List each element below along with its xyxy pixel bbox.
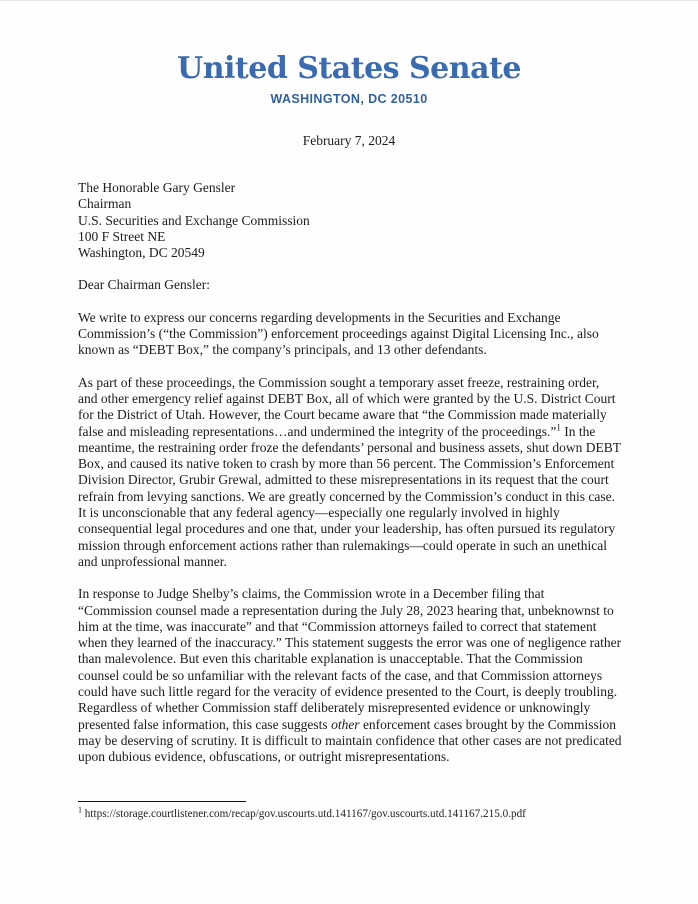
footnote-divider <box>78 801 246 802</box>
letterhead-address: WASHINGTON, DC 20510 <box>270 92 428 106</box>
paragraph-2-text-b: In the meantime, the restraining order froze the defendants’ personal and business assets, shut down DEBT Box, and caused its native token to crash by more than 56 percent. The Commission’s Enforcement Division Director, Grubir Grewal, admitted to these misrepresentations in its request that the court refrain from levying sanctions. We are greatly concerned by the Commission’s conduct in this case. It is unconscionable that any federal agency—especially one regularly involved in highly consequential legal procedures and one that, under your leadership, has often pursued its regulatory mission through enforcement actions rather than rulemakings—could operate in such an unethical and unprofessional manner. <box>78 423 621 569</box>
paragraph-2 <box>78 375 622 571</box>
letterhead-title: United States Senate <box>177 51 521 86</box>
recipient-line-street: 100 F Street NE <box>78 228 166 244</box>
footnote-1-marker: 1 <box>78 805 82 815</box>
recipient-address-block <box>78 180 622 261</box>
recipient-line-title: Chairman <box>78 196 132 212</box>
recipient-line-city: Washington, DC 20549 <box>78 245 205 261</box>
paragraph-2-text-a: As part of these proceedings, the Commission sought a temporary asset freeze, restraining order, and other emergency relief against DEBT Box, all of which were granted by the U.S. District Court for the District of Utah. However, the Court became aware that “the Commission made materially false and misleading representations…and undermined the integrity of the proceedings.” <box>78 374 616 439</box>
letter-body <box>78 180 622 766</box>
salutation: Dear Chairman Gensler: <box>78 277 210 293</box>
paragraph-1-text: We write to express our concerns regarding developments in the Securities and Exchange Commission’s (“the Commission”) enforcement proceedings against Digital Licensing Inc., also known as “DEBT Box,” the company’s principals, and 13 other defendants. <box>78 309 599 358</box>
paragraph-3-text-a: In response to Judge Shelby’s claims, the Commission wrote in a December filing that “Commission counsel made a representation during the July 28, 2023 hearing that, unbeknownst to him at the time, was inaccurate” and that “Commission attorneys failed to correct that statement when they learned of the inaccuracy.” This statement suggests the error was one of negligence rather than malevolence. But even this charitable explanation is unacceptable. That the Commission counsel could be so unfamiliar with the relevant facts of the case, and that Commission attorneys could have such little regard for the veracity of evidence presented to the Court, is deeply troubling. Regardless of whether Commission staff deliberately misrepresented evidence or unknowingly presented false information, this case suggests <box>78 586 622 732</box>
paragraph-3-italic-word: other <box>331 716 360 732</box>
footnote-reference-1: 1 <box>556 422 561 433</box>
paragraph-1 <box>78 310 622 359</box>
letter-date: February 7, 2024 <box>302 133 396 148</box>
paragraph-3 <box>78 586 622 765</box>
paragraph-3-text-b: enforcement cases brought by the Commission may be deserving of scrutiny. It is difficult to maintain confidence that other cases are not predicated upon dubious evidence, obfuscations, or outright misrepresentations. <box>78 716 622 765</box>
footnote-1-url: https://storage.courtlistener.com/recap/gov.uscourts.utd.141167/gov.uscourts.utd.141167.215.0.pdf <box>82 808 526 820</box>
recipient-line-name: The Honorable Gary Gensler <box>78 180 236 195</box>
footnote-section <box>78 801 622 821</box>
recipient-line-org: U.S. Securities and Exchange Commission <box>78 212 310 228</box>
footnote-1 <box>78 807 622 821</box>
letterhead <box>0 1 698 106</box>
